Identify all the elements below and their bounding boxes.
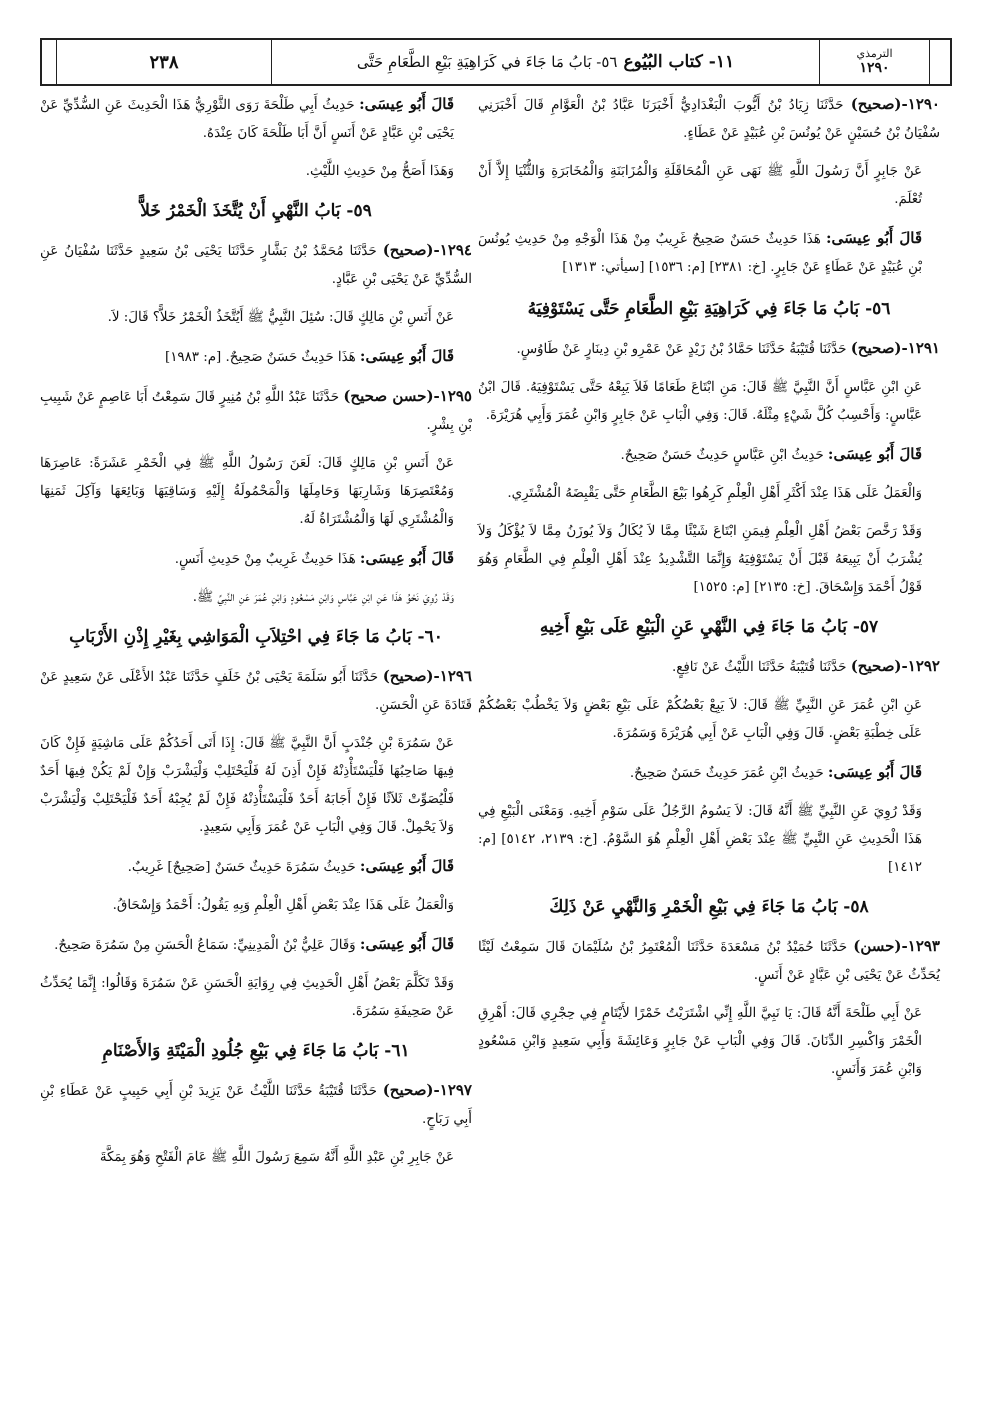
- chapter-58-title: ٥٨- بَابُ مَا جَاءَ فِي بَيْعِ الْخَمْرِ وَالنَّهْيِ عَنْ ذَلِكَ: [549, 897, 869, 917]
- chapter-60-title: ٦٠- بَابُ مَا جَاءَ فِي احْتِلاَبِ الْمَوَاشِي بِغَيْرِ إِذْنِ الأَرْبَابِ: [69, 627, 443, 647]
- hadith-number: ١٢٩٥-(حسن صحيح): [343, 387, 472, 405]
- isnad-text: حَدَّثَنَا مُحَمَّدُ بْنُ بَشَّارٍ حَدَّثَنَا يَحْيَى بْنُ سَعِيدٍ حَدَّثَنَا سُفْيَانُ عَنِ السُّدِّيِّ عَنْ يَحْيَى بْنِ عَبَّادٍ.: [40, 244, 472, 287]
- isnad-text: حَدَّثَنَا أَبُو سَلَمَةَ يَحْيَى بْنُ خَلَفٍ حَدَّثَنَا عَبْدُ الأَعْلَى عَنْ سَعِيدٍ عَنْ قَتَادَةَ عَنِ الْحَسَنِ.: [40, 670, 472, 713]
- hadith-1290-isnad: [478, 90, 940, 148]
- hadith-1296-isnad: [40, 662, 472, 720]
- chapter-56-title: ٥٦- بَابُ مَا جَاءَ فِي كَرَاهِيَةِ بَيْعِ الطَّعَامِ حَتَّى يَسْتَوْفِيَهُ: [527, 299, 891, 319]
- running-title: [272, 40, 820, 84]
- hadith-1297-isnad: [40, 1076, 472, 1134]
- hadith-1291-isnad: [478, 334, 940, 364]
- hadith-1297-matn: عَنْ جَابِرِ بْنِ عَبْدِ اللَّهِ أَنَّهُ سَمِعَ رَسُولَ اللَّهِ ﷺ عَامَ الْفَتْحِ وَهُوَ بِمَكَّةَ: [99, 1150, 454, 1165]
- hadith-1293-asahh: وَهَذَا أَصَحُّ مِنْ حَدِيثِ اللَّيْثِ.: [305, 164, 454, 179]
- isnad-text: حَدَّثَنَا قُتَيْبَةُ حَدَّثَنَا حَمَّادُ بْنُ زَيْدٍ عَنْ عَمْرِو بْنِ دِينَارٍ عَنْ طَاوُسٍ.: [516, 342, 851, 357]
- hadith-1293-comment: [40, 90, 472, 148]
- comment-text: هَذَا حَدِيثٌ غَرِيبٌ مِنْ حَدِيثِ أَنَسٍ.: [174, 552, 360, 567]
- isnad-text: حَدَّثَنَا زِيَادُ بْنُ أَيُّوبَ الْبَغْدَادِيُّ أَخْبَرَنَا عَبَّادُ بْنُ الْعَوَّامِ قَالَ أَخْبَرَنِي سُفْيَانُ بْنُ حُسَيْنٍ عَنْ يُونُسَ بْنِ عُبَيْدٍ عَنْ عَطَاءٍ.: [478, 98, 940, 141]
- isnad-text: حَدَّثَنَا حُمَيْدُ بْنُ مَسْعَدَةَ حَدَّثَنَا الْمُعْتَمِرُ بْنُ سُلَيْمَانَ قَالَ سَمِعْتُ لَيْثًا يُحَدِّثُ عَنْ يَحْيَى بْنِ عَبَّادٍ عَنْ أَنَسٍ.: [478, 940, 940, 983]
- book-label: ١١- كتاب البُيُوع: [623, 52, 735, 72]
- hadith-1294-matn: عَنْ أَنَسِ بْنِ مَالِكٍ قَالَ: سُئِلَ النَّبِيُّ ﷺ أَيُتَّخَذُ الْخَمْرُ خَلاًّ؟ قَالَ: لاَ.: [107, 310, 454, 325]
- isnad-text: حَدَّثَنَا عَبْدُ اللَّهِ بْنُ مُنِيرٍ قَالَ سَمِعْتُ أَبَا عَاصِمٍ عَنْ شَبِيبِ بْنِ بِشْرٍ.: [40, 390, 472, 433]
- left-column: [40, 90, 472, 1182]
- hadith-number: ١٢٩٧-(صحيح): [382, 1081, 472, 1099]
- hadith-1292-isnad: [478, 652, 940, 682]
- hadith-1292-comment: [478, 758, 940, 788]
- hadith-1291-comment: [478, 440, 940, 470]
- hadith-number: ١٢٩٢-(صحيح): [850, 657, 940, 675]
- hadith-number: ١٢٩٣-(حسن): [853, 937, 940, 955]
- hadith-1296-comment-2: [40, 930, 472, 960]
- chapter-61-title: ٦١- بَابُ مَا جَاءَ فِي بَيْعِ جُلُودِ الْمَيْتَةِ وَالأَصْنَامِ: [102, 1041, 410, 1061]
- abu-isa-label: قَالَ أَبُو عِيسَى:: [359, 935, 454, 953]
- hadith-1295-extra: وَقَدْ رُوِيَ نَحْوُ هَذَا عَنِ ابْنِ عَبَّاسٍ وَابْنِ مَسْعُودٍ وَابْنِ عُمَرَ عَنِ النَّبِيِّ ﷺ.: [192, 590, 454, 605]
- abu-isa-label: قَالَ أَبُو عِيسَى:: [359, 549, 454, 567]
- hadith-1295-comment: [40, 544, 472, 574]
- hadith-1290-comment: [478, 224, 940, 282]
- header-spacer: [42, 40, 57, 84]
- chapter-reference: ٥٦- بَابُ مَا جَاءَ في كَرَاهِيَةِ بَيْعِ الطَّعَامِ حَتَّى: [356, 53, 618, 71]
- isnad-text: حَدَّثَنَا قُتَيْبَةُ حَدَّثَنَا اللَّيْثُ عَنْ نَافِعٍ.: [671, 660, 851, 675]
- hadith-1293-matn: عَنْ أَبِي طَلْحَةَ أَنَّهُ قَالَ: يَا نَبِيَّ اللَّهِ إِنِّي اشْتَرَيْتُ خَمْرًا لأَيْتَامٍ فِي حِجْرِي قَالَ: أَهْرِقِ الْخَمْرَ وَاكْسِرِ الدِّنَانَ. قَالَ وَفِي الْبَابِ عَنْ جَابِرٍ وَعَائِشَةَ وَأَبِي سَعِيدٍ وَابْنِ مَسْعُودٍ وَابْنِ عُمَرَ وَأَنَسٍ.: [478, 1006, 922, 1077]
- hadith-number: ١٢٩٦-(صحيح): [382, 667, 472, 685]
- hadith-number: ١٢٩٤-(صحيح): [382, 241, 472, 259]
- comment-text: وَقَالَ عَلِيُّ بْنُ الْمَدِينِيِّ: سَمَاعُ الْحَسَنِ مِنْ سَمُرَةَ صَحِيحٌ.: [54, 938, 360, 953]
- chapter-57-title: ٥٧- بَابُ مَا جَاءَ فِي النَّهْيِ عَنِ الْبَيْعِ عَلَى بَيْعِ أَخِيهِ: [539, 617, 879, 637]
- hadith-1296-extra: وَقَدْ تَكَلَّمَ بَعْضُ أَهْلِ الْحَدِيثِ فِي رِوَايَةِ الْحَسَنِ عَنْ سَمُرَةَ وَقَالُوا: إِنَّمَا يُحَدِّثُ عَنْ صَحِيفَةِ سَمُرَةَ.: [40, 976, 454, 1019]
- abu-isa-label: قَالَ أَبُو عِيسَى:: [826, 229, 922, 247]
- hadith-range: ١٢٩٠: [859, 60, 890, 77]
- hadith-1296-matn: عَنْ سَمُرَةَ بْنِ جُنْدَبٍ أَنَّ النَّبِيَّ ﷺ قَالَ: إِذَا أَتَى أَحَدُكُمْ عَلَى مَاشِيَةٍ فَإِنْ كَانَ فِيهَا صَاحِبُهَا فَلْيَسْتَأْذِنْهُ فَإِنْ أَذِنَ لَهُ فَلْيَحْتَلِبْ وَلْيَشْرَبْ وَإِنْ لَمْ يَكُنْ فِيهَا أَحَدٌ فَلْيُصَوِّتْ ثَلاَثًا فَإِنْ أَجَابَهُ أَحَدٌ فَلْيَسْتَأْذِنْهُ فَإِنْ لَمْ يُجِبْهُ أَحَدٌ فَلْيَحْتَلِبْ وَلْيَشْرَبْ وَلاَ يَحْمِلْ. قَالَ وَفِي الْبَابِ عَنْ عُمَرَ وَأَبِي سَعِيدٍ.: [40, 736, 454, 835]
- hadith-1293-isnad: [478, 932, 940, 990]
- hadith-number: ١٢٩٠-(صحيح): [850, 95, 940, 113]
- comment-text: حَدِيثُ ابْنِ عُمَرَ حَدِيثٌ حَسَنٌ صَحِيحٌ.: [629, 766, 828, 781]
- abu-isa-label: قَالَ أَبُو عِيسَى:: [827, 763, 922, 781]
- hadith-number: ١٢٩١-(صحيح): [850, 339, 940, 357]
- page-number: ٢٣٨: [57, 40, 272, 84]
- hadith-1295-matn: عَنْ أَنَسِ بْنِ مَالِكٍ قَالَ: لَعَنَ رَسُولُ اللَّهِ ﷺ فِي الْخَمْرِ عَشَرَةً: عَاصِرَهَا وَمُعْتَصِرَهَا وَشَارِبَهَا وَحَامِلَهَا وَالْمَحْمُولَةُ إِلَيْهِ وَسَاقِيَهَا وَبَائِعَهَا وَآكِلَ ثَمَنِهَا وَالْمُشْتَرِي لَهَا وَالْمُشْتَرَاةُ لَهُ.: [40, 456, 454, 527]
- collection-box: [820, 40, 930, 84]
- header-end: [930, 40, 950, 84]
- chapter-59-title: ٥٩- بَابُ النَّهْيِ أَنْ يُتَّخَذَ الْخَمْرُ خَلاًّ: [140, 201, 372, 221]
- hadith-1296-amal: وَالْعَمَلُ عَلَى هَذَا عِنْدَ بَعْضِ أَهْلِ الْعِلْمِ وَبِهِ يَقُولُ: أَحْمَدُ وَإِسْحَاقُ.: [112, 898, 454, 913]
- page-header: [40, 38, 952, 86]
- hadith-1292-extra: وَقَدْ رُوِيَ عَنِ النَّبِيِّ ﷺ أَنَّهُ قَالَ: لاَ يَسُومُ الرَّجُلُ عَلَى سَوْمِ أَخِيهِ. وَمَعْنَى الْبَيْعِ فِي هَذَا الْحَدِيثِ عَنِ النَّبِيِّ ﷺ عِنْدَ بَعْضِ أَهْلِ الْعِلْمِ هُوَ السَّوْمُ. [خ: ٢١٣٩، ٥١٤٢] [م: ١٤١٢]: [478, 804, 922, 875]
- right-column: [478, 90, 940, 1094]
- hadith-1294-comment: [40, 342, 472, 372]
- comment-text: هَذَا حَدِيثٌ حَسَنٌ صَحِيحٌ غَرِيبٌ مِنْ هَذَا الْوَجْهِ مِنْ حَدِيثِ يُونُسَ بْنِ عُبَيْدٍ عَنْ عَطَاءٍ عَنْ جَابِرٍ. [خ: ٢٣٨١] [م: ١٥٣٦] [سيأتي: ١٣١٣]: [478, 232, 922, 275]
- comment-text: هَذَا حَدِيثٌ حَسَنٌ صَحِيحٌ. [م: ١٩٨٣]: [164, 350, 360, 365]
- book-page: [40, 28, 952, 1368]
- hadith-1292-matn: عَنِ ابْنِ عُمَرَ عَنِ النَّبِيِّ ﷺ قَالَ: لاَ يَبِعْ بَعْضُكُمْ عَلَى بَيْعِ بَعْضٍ وَلاَ يَخْطُبْ بَعْضُكُمْ عَلَى خِطْبَةِ بَعْضٍ. قَالَ وَفِي الْبَابِ عَنْ أَبِي هُرَيْرَةَ وَسَمُرَةَ.: [478, 698, 922, 741]
- hadith-1291-rukhsa: وَقَدْ رَخَّصَ بَعْضُ أَهْلِ الْعِلْمِ فِيمَنِ ابْتَاعَ شَيْئًا مِمَّا لاَ يُكَالُ وَلاَ يُوزَنُ مِمَّا لاَ يُؤْكَلُ وَلاَ يُشْرَبُ أَنْ يَبِيعَهُ قَبْلَ أَنْ يَسْتَوْفِيَهُ وَإِنَّمَا التَّشْدِيدُ عِنْدَ أَهْلِ الْعِلْمِ فِي الطَّعَامِ وَهُوَ قَوْلُ أَحْمَدَ وَإِسْحَاقَ. [خ: ٢١٣٥] [م: ١٥٢٥]: [478, 524, 922, 595]
- hadith-1291-matn: عَنِ ابْنِ عَبَّاسٍ أَنَّ النَّبِيَّ ﷺ قَالَ: مَنِ ابْتَاعَ طَعَامًا فَلاَ يَبِعْهُ حَتَّى يَسْتَوْفِيَهُ. قَالَ ابْنُ عَبَّاسٍ: وَأَحْسِبُ كُلَّ شَيْءٍ مِثْلَهُ. قَالَ: وَفِي الْبَابِ عَنْ جَابِرٍ وَابْنِ عُمَرَ وَأَبِي هُرَيْرَةَ.: [478, 380, 922, 423]
- hadith-1291-amal: وَالْعَمَلُ عَلَى هَذَا عِنْدَ أَكْثَرِ أَهْلِ الْعِلْمِ كَرِهُوا بَيْعَ الطَّعَامِ حَتَّى يَقْبِضَهُ الْمُشْتَرِي.: [507, 486, 922, 501]
- comment-text: حَدِيثُ أَبِي طَلْحَةَ رَوَى الثَّوْرِيُّ هَذَا الْحَدِيثَ عَنِ السُّدِّيِّ عَنْ يَحْيَى بْنِ عَبَّادٍ عَنْ أَنَسٍ أَنَّ أَبَا طَلْحَةَ كَانَ عِنْدَهُ.: [40, 98, 454, 141]
- isnad-text: حَدَّثَنَا قُتَيْبَةُ حَدَّثَنَا اللَّيْثُ عَنْ يَزِيدَ بْنِ أَبِي حَبِيبٍ عَنْ عَطَاءِ بْنِ أَبِي رَبَاحٍ.: [40, 1084, 472, 1127]
- hadith-1294-isnad: [40, 236, 472, 294]
- abu-isa-label: قَالَ أَبُو عِيسَى:: [359, 95, 455, 113]
- comment-text: حَدِيثُ سَمُرَةَ حَدِيثٌ حَسَنٌ [صَحِيحٌ] غَرِيبٌ.: [127, 860, 360, 875]
- hadith-1296-comment: [40, 852, 472, 882]
- hadith-1295-isnad: [40, 382, 472, 440]
- abu-isa-label: قَالَ أَبُو عِيسَى:: [827, 445, 922, 463]
- collection-name: الترمذي: [856, 47, 893, 60]
- abu-isa-label: قَالَ أَبُو عِيسَى:: [359, 347, 454, 365]
- abu-isa-label: قَالَ أَبُو عِيسَى:: [359, 857, 454, 875]
- hadith-1290-matn: عَنْ جَابِرٍ أَنَّ رَسُولَ اللَّهِ ﷺ نَهَى عَنِ الْمُحَاقَلَةِ وَالْمُزَابَنَةِ وَالْمُخَابَرَةِ وَالثُّنْيَا إِلاَّ أَنْ تُعْلَمَ.: [478, 164, 922, 207]
- comment-text: حَدِيثُ ابْنِ عَبَّاسٍ حَدِيثٌ حَسَنٌ صَحِيحٌ.: [620, 448, 828, 463]
